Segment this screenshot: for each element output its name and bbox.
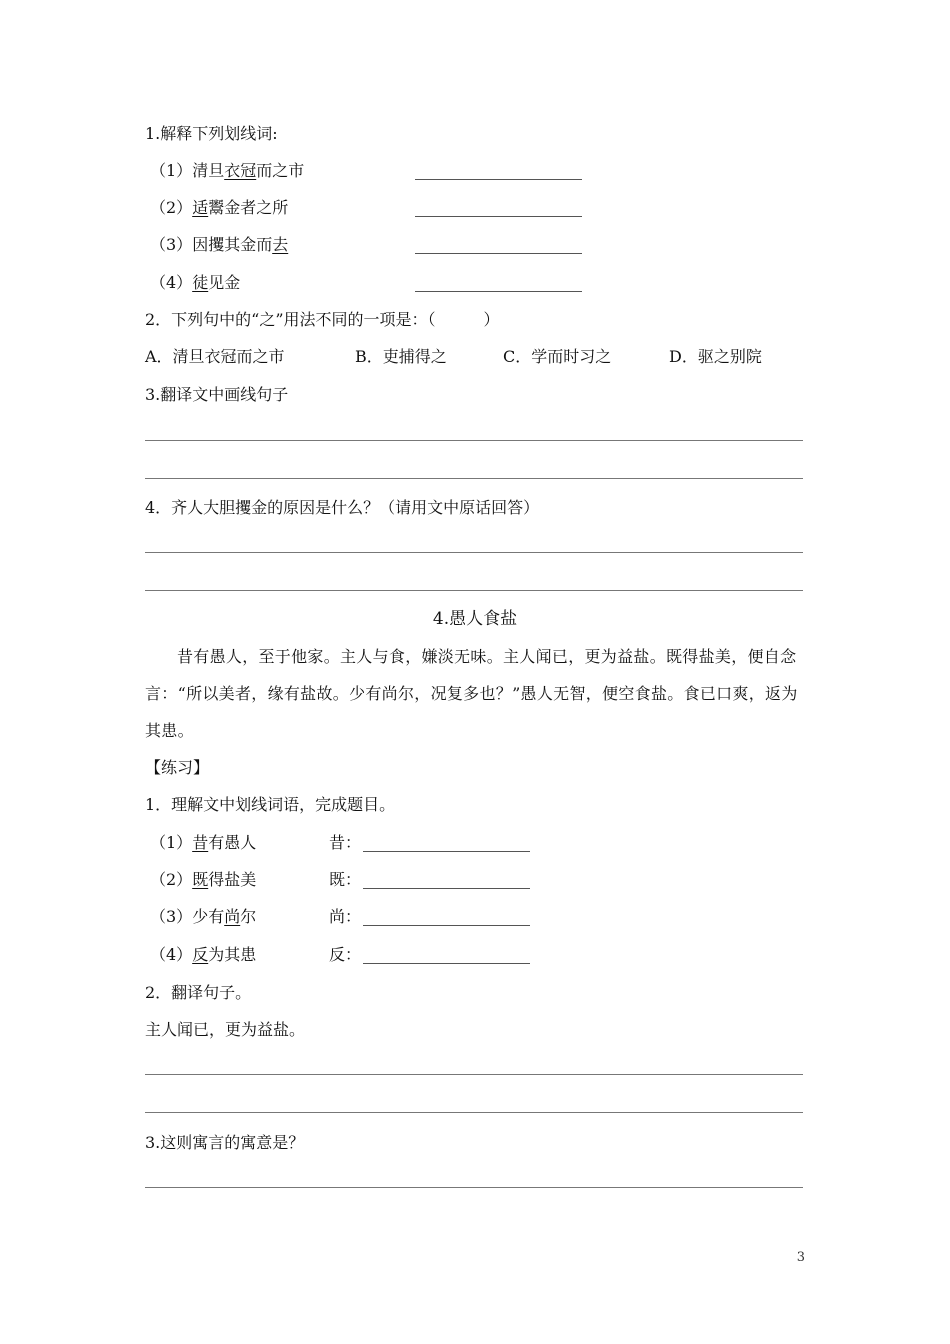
underlined-word: 去 (272, 235, 289, 254)
practice-item-3 (150, 906, 256, 928)
answer-prompt: 昔： (329, 833, 362, 852)
practice-question-2-title: 2．翻译句子。 (145, 983, 252, 1002)
answer-line[interactable] (145, 478, 803, 479)
answer-line[interactable] (145, 552, 803, 553)
answer-prompt: 既： (329, 870, 362, 889)
item-number: （1） (150, 833, 193, 852)
translate-sentence: 主人闻已，更为益盐。 (145, 1020, 306, 1039)
answer-line[interactable] (145, 1112, 803, 1113)
item-number: （3） (150, 235, 193, 254)
option-c[interactable]: C．学而时习之 (503, 347, 612, 366)
item-text-after: 而之市 (256, 161, 305, 180)
answer-line[interactable] (145, 440, 803, 441)
practice-item-4 (150, 944, 256, 966)
item-text-after: 为其患 (208, 945, 257, 964)
answer-prompt: 尚： (329, 907, 362, 926)
answer-blank[interactable] (415, 179, 582, 180)
answer-blank[interactable] (415, 291, 582, 292)
vocab-item-4 (150, 272, 240, 294)
answer-blank[interactable] (363, 925, 530, 926)
underlined-word: 尚 (224, 907, 241, 926)
question-3-title: 3.翻译文中画线句子 (145, 385, 289, 404)
item-text-before: 因攫其金而 (192, 235, 273, 254)
section-title: 4.愚人食盐 (432, 609, 518, 629)
item-text-after: 尔 (240, 907, 257, 926)
item-number: （3） (150, 907, 193, 926)
item-text-after: 有愚人 (208, 833, 257, 852)
option-b[interactable]: B．吏捕得之 (355, 347, 447, 366)
underlined-word: 既 (192, 870, 209, 889)
answer-prompt: 反： (329, 945, 362, 964)
practice-question-3-title: 3.这则寓言的寓意是？ (145, 1133, 305, 1152)
vocab-item-2 (150, 197, 288, 219)
item-number: （2） (150, 870, 193, 889)
answer-blank[interactable] (363, 851, 530, 852)
answer-blank[interactable] (363, 888, 530, 889)
practice-label: 【练习】 (145, 758, 210, 777)
underlined-word: 昔 (192, 833, 209, 852)
question-2-title: 2．下列句中的“之”用法不同的一项是：（ ） (145, 310, 500, 329)
underlined-word: 适 (192, 198, 209, 217)
answer-blank[interactable] (415, 253, 582, 254)
item-text-before: 清旦 (192, 161, 225, 180)
option-a[interactable]: A．清旦衣冠而之市 (145, 347, 285, 366)
option-d[interactable]: D．驱之别院 (669, 347, 762, 366)
passage-text: 昔有愚人，至于他家。主人与食，嫌淡无味。主人闻已，更为益盐。既得盐美，便自念言：“所以美者，缘有盐故。少有尚尔，况复多也？”愚人无智，便空食盐。食已口爽，返为其患。 (145, 647, 798, 740)
item-text-after: 得盐美 (208, 870, 257, 889)
practice-item-1 (150, 832, 256, 854)
item-text-after: 鬻金者之所 (208, 198, 289, 217)
answer-line[interactable] (145, 1074, 803, 1075)
question-1-title: 1.解释下列划线词: (145, 124, 278, 143)
item-text-after: 见金 (208, 273, 241, 292)
vocab-item-3 (150, 234, 288, 256)
answer-blank[interactable] (415, 216, 582, 217)
underlined-word: 衣冠 (224, 161, 257, 180)
item-number: （2） (150, 198, 193, 217)
answer-line[interactable] (145, 1187, 803, 1188)
practice-question-1-title: 1．理解文中划线词语，完成题目。 (145, 795, 396, 814)
question-4-title: 4．齐人大胆攫金的原因是什么？（请用文中原话回答） (145, 498, 540, 517)
item-text-before: 少有 (192, 907, 225, 926)
item-number: （1） (150, 161, 193, 180)
page-number: 3 (796, 1250, 805, 1265)
vocab-item-1 (150, 160, 304, 182)
underlined-word: 徒 (192, 273, 209, 292)
underlined-word: 反 (192, 945, 209, 964)
item-number: （4） (150, 945, 193, 964)
item-number: （4） (150, 273, 193, 292)
answer-line[interactable] (145, 590, 803, 591)
answer-blank[interactable] (363, 963, 530, 964)
practice-item-2 (150, 869, 256, 891)
